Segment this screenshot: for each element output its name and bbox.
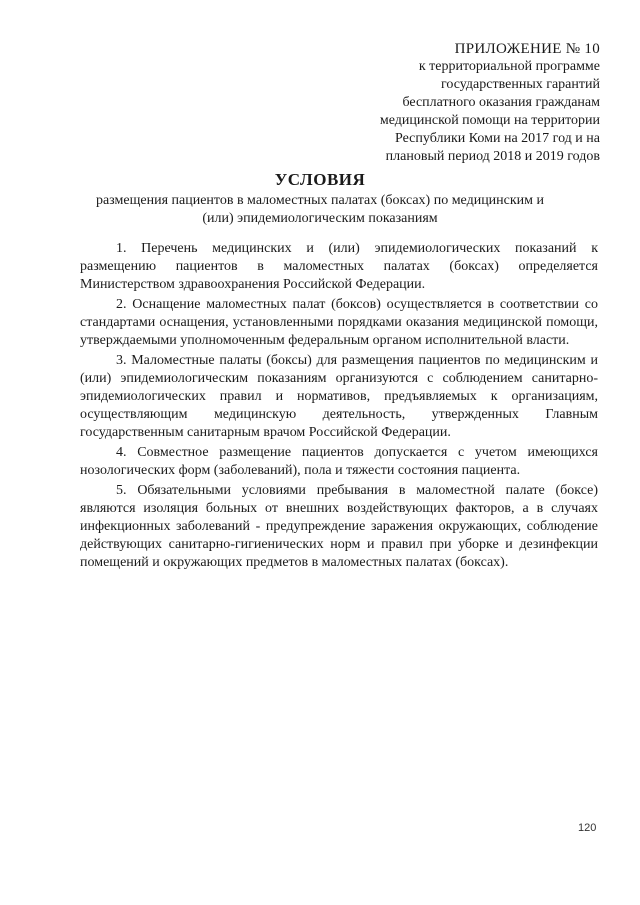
- appendix-line: Республики Коми на 2017 год и на: [395, 131, 600, 146]
- paragraph-4: 4. Совместное размещение пациентов допускается с учетом имеющихся нозологических форм (заболеваний), пола и тяжести состояния пациента.: [80, 445, 598, 478]
- paragraph-3: 3. Маломестные палаты (боксы) для размещения пациентов по медицинским и (или) эпидемиологическим показаниям организуются с соблюдением санитарно-эпидемиологических правил и нормативов, предъявляемых к организациям, осуществляющим медицинскую деятельность, утвержденных Главным государственным санитарным врачом Российской Федерации.: [80, 353, 598, 440]
- appendix-header: [330, 40, 600, 166]
- document-title: УСЛОВИЯ: [274, 170, 366, 189]
- appendix-line: к территориальной программе: [418, 59, 600, 74]
- document-subtitle: размещения пациентов в маломестных палатах (боксах) по медицинским и (или) эпидемиологическим показаниям: [95, 193, 545, 226]
- appendix-line: государственных гарантий: [441, 77, 600, 92]
- page-number: 120: [578, 822, 597, 834]
- document-body: [80, 240, 598, 574]
- paragraph-1: 1. Перечень медицинских и (или) эпидемиологических показаний к размещению пациентов в маломестных палатах (боксах) определяется Министерством здравоохранения Российской Федерации.: [80, 241, 598, 292]
- appendix-line: бесплатного оказания гражданам: [402, 95, 600, 110]
- paragraph-2: 2. Оснащение маломестных палат (боксов) осуществляется в соответствии со стандартами оснащения, установленными порядками оказания медицинской помощи, утверждаемыми уполномоченным федеральным органом исполнительной власти.: [80, 297, 598, 348]
- appendix-line: медицинской помощи на территории: [379, 113, 600, 128]
- appendix-line: плановый период 2018 и 2019 годов: [385, 149, 600, 164]
- paragraph-5: 5. Обязательными условиями пребывания в маломестной палате (боксе) являются изоляция больных от внешних воздействующих факторов, а в случаях инфекционных заболеваний - предупреждение заражения окружающих, соблюдение действующих санитарно-гигиенических норм и правил при уборке и дезинфекции помещений и окружающих предметов в маломестных палатах (боксах).: [80, 483, 598, 570]
- appendix-title: ПРИЛОЖЕНИЕ № 10: [454, 41, 600, 57]
